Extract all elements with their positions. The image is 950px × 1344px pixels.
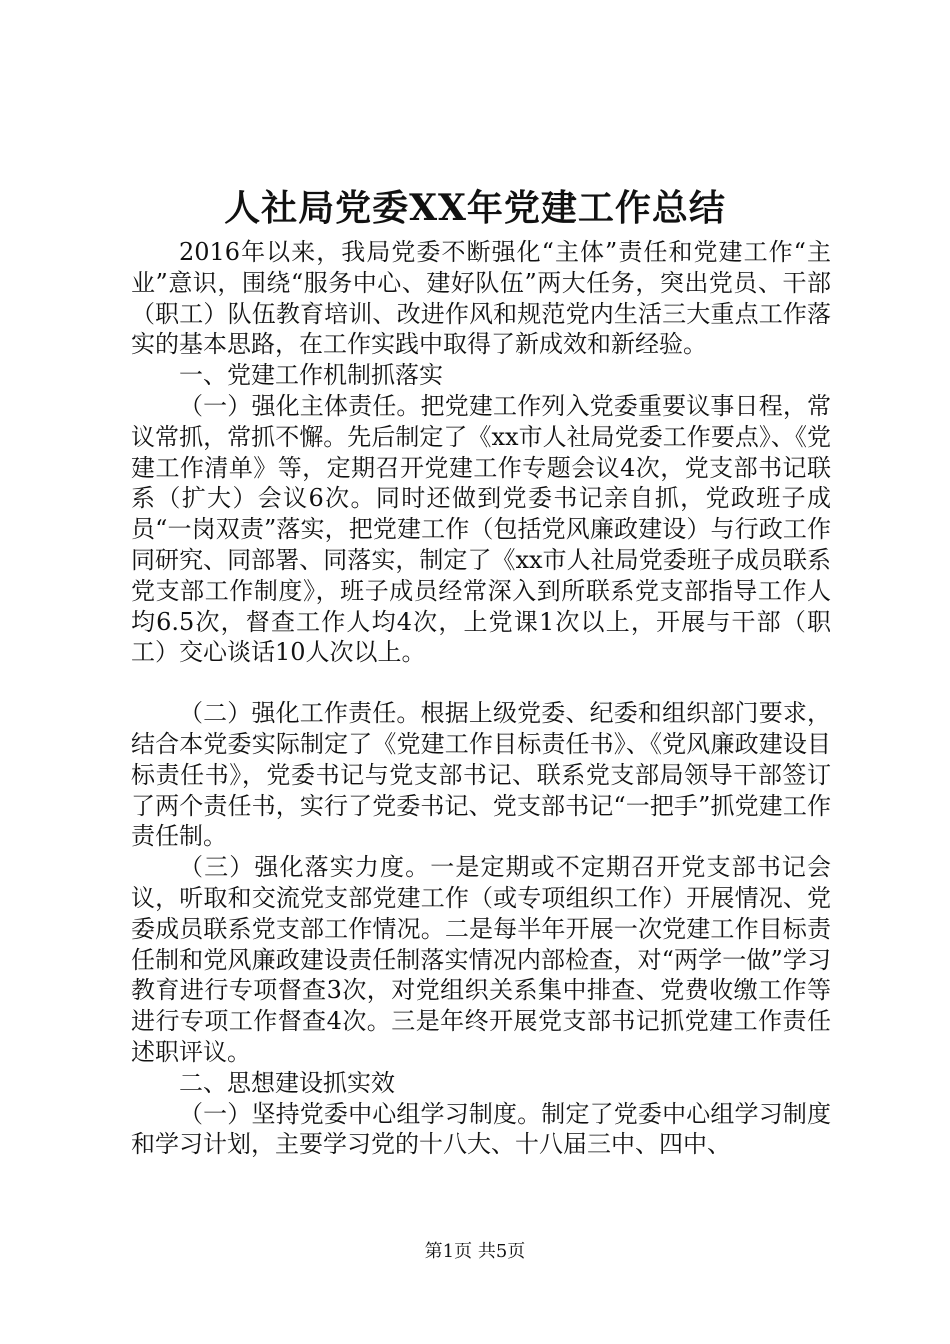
section-heading-2: 二、思想建设抓实效 [179, 1068, 395, 1097]
section-heading-1: 一、党建工作机制抓落实 [179, 361, 443, 390]
subsection-paragraph-1: （一）强化主体责任。把党建工作列入党委重要议事日程，常议常抓，常抓不懈。先后制定了《xx市人社局党委工作要点》、《党建工作清单》等，定期召开党建工作专题会议4次，党支部书记联系（扩大）会议6次。同时还做到党委书记亲自抓，党政班子成员“一岗双责”落实，把党建工作（包括党风廉政建设）与行政工作同研究、同部署、同落实，制定了《xx市人社局党委班子成员联系党支部工作制度》，班子成员经常深入到所联系党支部指导工作人均6.5次，督查工作人均4次，上党课1次以上，开展与干部（职工）交心谈话10人次以上。 [131, 391, 831, 667]
page-number-footer: 第1页 共5页 [424, 1241, 526, 1262]
document-body [131, 237, 831, 1160]
document-title: 人社局党委XX年党建工作总结 [224, 187, 726, 229]
subsection-paragraph-3: （三）强化落实力度。一是定期或不定期召开党支部书记会议，听取和交流党支部党建工作（或专项组织工作）开展情况、党委成员联系党支部工作情况。二是每半年开展一次党建工作目标责任制和党风廉政建设责任制落实情况内部检查，对“两学一做”学习教育进行专项督查3次，对党组织关系集中排查、党费收缴工作等进行专项工作督查4次。三是年终开展党支部书记抓党建工作责任述职评议。 [131, 853, 831, 1066]
intro-paragraph: 2016年以来，我局党委不断强化“主体”责任和党建工作“主业”意识，围绕“服务中心、建好队伍”两大任务，突出党员、干部（职工）队伍教育培训、改进作风和规范党内生活三大重点工作落实的基本思路，在工作实践中取得了新成效和新经验。 [131, 238, 831, 359]
subsection-paragraph-2: （二）强化工作责任。根据上级党委、纪委和组织部门要求，结合本党委实际制定了《党建工作目标责任书》、《党风廉政建设目标责任书》，党委书记与党支部书记、联系党支部局领导干部签订了两个责任书，实行了党委书记、党支部书记“一把手”抓党建工作责任制。 [131, 699, 831, 851]
subsection-paragraph-4: （一）坚持党委中心组学习制度。制定了党委中心组学习制度和学习计划，主要学习党的十八大、十八届三中、四中、 [131, 1099, 831, 1159]
